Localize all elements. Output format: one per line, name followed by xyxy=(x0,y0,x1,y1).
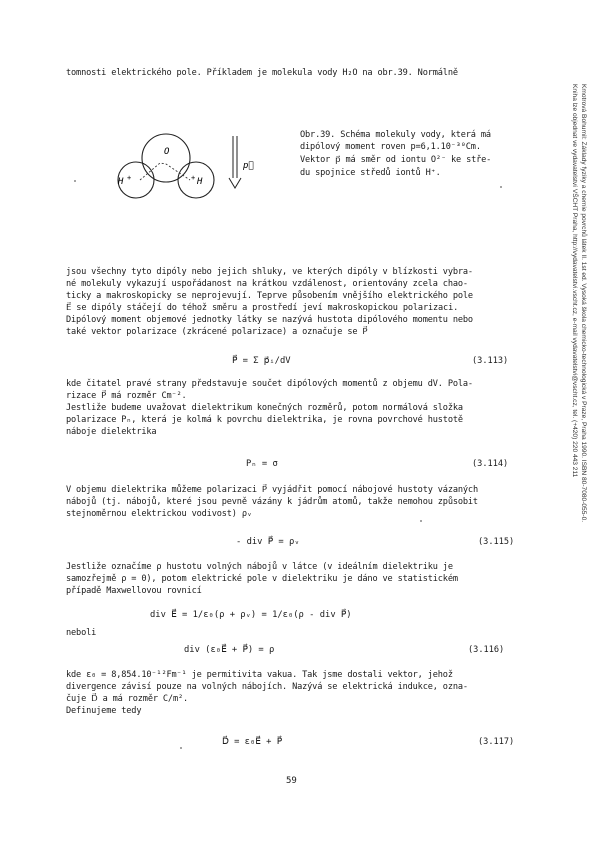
text-line: jsou všechny tyto dipóly nebo jejich shluky, ve kterých dipóly v blízkosti vybra- xyxy=(66,267,473,277)
text-line: nábojů (tj. nábojů, které jsou pevně vázány k jádrům atomů, takže nemohou způsobit xyxy=(66,497,478,507)
text-line: tomnosti elektrického pole. Příkladem je molekula vody H₂O na obr.39. Normálně xyxy=(66,68,458,78)
text-line: Jestliže označíme ρ hustotu volných nábojů v látce (v ideálním dielektriku je xyxy=(66,562,453,572)
equation: - div P⃗ = ρᵥ xyxy=(236,537,300,547)
figure-caption-line: Vektor p⃗ má směr od iontu O²⁻ ke stře- xyxy=(300,155,492,165)
text-line: E⃗ se dipóly stáčejí do téhož směru a prostředí jeví makroskopickou polarizaci. xyxy=(66,303,459,313)
text-line: kde čitatel pravé strany představuje součet dipólových momentů z objemu dV. Pola- xyxy=(66,379,473,389)
equation-number: (3.116) xyxy=(468,645,505,655)
equation-number: (3.117) xyxy=(478,737,515,747)
text-line: V objemu dielektrika můžeme polarizaci P⃗ vyjádřit pomocí nábojové hustoty vázaných xyxy=(66,485,478,495)
text-line: Jestliže budeme uvažovat dielektrikum konečných rozměrů, potom normálová složka xyxy=(66,403,463,413)
text-line: Dipólový moment objemové jednotky látky se nazývá hustota dipólového momentu nebo xyxy=(66,315,473,325)
side-note-line: Kniha lze objednat ve vydavatelství VŠCHT Praha, http://vydavatelstvi.vscht.cz, e-mail vydavatelstvi@vscht.cz, tel. (+420) 220 443 211 xyxy=(571,84,578,478)
figure-caption-line: du spojnice středů iontů H⁺. xyxy=(300,168,441,178)
hydrogen-left-label: H xyxy=(118,177,124,187)
scan-speck xyxy=(180,747,182,749)
water-molecule-figure xyxy=(100,128,280,210)
equation: Pₙ = σ xyxy=(246,459,278,469)
equation-number: (3.115) xyxy=(478,537,515,547)
dipole-vector-arrow xyxy=(229,136,241,188)
text-line: né molekuly vykazují uspořádanost na krátkou vzdálenost, orientovány zcela chao- xyxy=(66,279,468,289)
text-line: čuje D⃗ a má rozměr C/m². xyxy=(66,694,189,704)
scan-speck xyxy=(500,186,502,188)
equation: div (ε₀E⃗ + P⃗) = ρ xyxy=(184,645,275,655)
figure-caption-line: Obr.39. Schéma molekuly vody, která má xyxy=(300,130,491,140)
equation-number: (3.114) xyxy=(472,459,509,469)
text-line: náboje dielektrika xyxy=(66,427,157,437)
equation-number: (3.113) xyxy=(472,356,509,366)
hydrogen-atom-right xyxy=(178,162,214,198)
scan-speck xyxy=(420,520,422,522)
vector-p-label: p⃗ xyxy=(243,161,254,171)
text-line: neboli xyxy=(66,628,97,638)
text-line: také vektor polarizace (zkrácené polarizace) a označuje se P⃗ xyxy=(66,327,368,337)
equation: D⃗ = ε₀E⃗ + P⃗ xyxy=(222,737,283,747)
text-line: polarizace Pₙ, která je kolmá k povrchu dielektrika, je rovna povrchové hustotě xyxy=(66,415,463,425)
text-line: případě Maxwellovou rovnicí xyxy=(66,586,202,596)
scan-speck xyxy=(74,180,76,182)
plus-right-label: + xyxy=(191,174,196,182)
plus-left-label: + xyxy=(127,174,132,182)
hydrogen-right-label: H xyxy=(197,177,203,187)
text-line: samozřejmě ρ = 0), potom elektrické pole v dielektriku je dáno ve statistickém xyxy=(66,574,458,584)
text-line: divergence závisí pouze na volných nábojích. Nazývá se elektrická indukce, ozna- xyxy=(66,682,468,692)
side-note-line: Kmotrová Bohumil: Základy fyziky a chemie povrchů látek II. 1st ed. Vysoká škola chemicko-technologická v Praze, Praha 1990. ISBN 80-7080-055-0. xyxy=(580,84,587,523)
equation: P⃗ = Σ p⃗ᵢ/dV xyxy=(232,356,291,366)
oxygen-label: O xyxy=(164,147,170,157)
equation: div E⃗ = 1/ε₀(ρ + ρᵥ) = 1/ε₀(ρ - div P⃗) xyxy=(150,610,352,620)
text-line: stejnoměrnou elektrickou vodivost) ρᵥ xyxy=(66,509,252,519)
text-line: Definujeme tedy xyxy=(66,706,142,716)
figure-caption-line: dipólový moment roven p=6,1.10⁻³⁰Cm. xyxy=(300,142,481,152)
side-note xyxy=(548,84,588,604)
page-number: 59 xyxy=(286,776,297,786)
text-line: rizace P⃗ má rozměr Cm⁻². xyxy=(66,391,187,401)
text-line: ticky a makroskopicky se neprojevují. Teprve působením vnějšího elektrického pole xyxy=(66,291,473,301)
text-line: kde ε₀ = 8,854.10⁻¹²Fm⁻¹ je permitivita vakua. Tak jsme dostali vektor, jehož xyxy=(66,670,453,680)
